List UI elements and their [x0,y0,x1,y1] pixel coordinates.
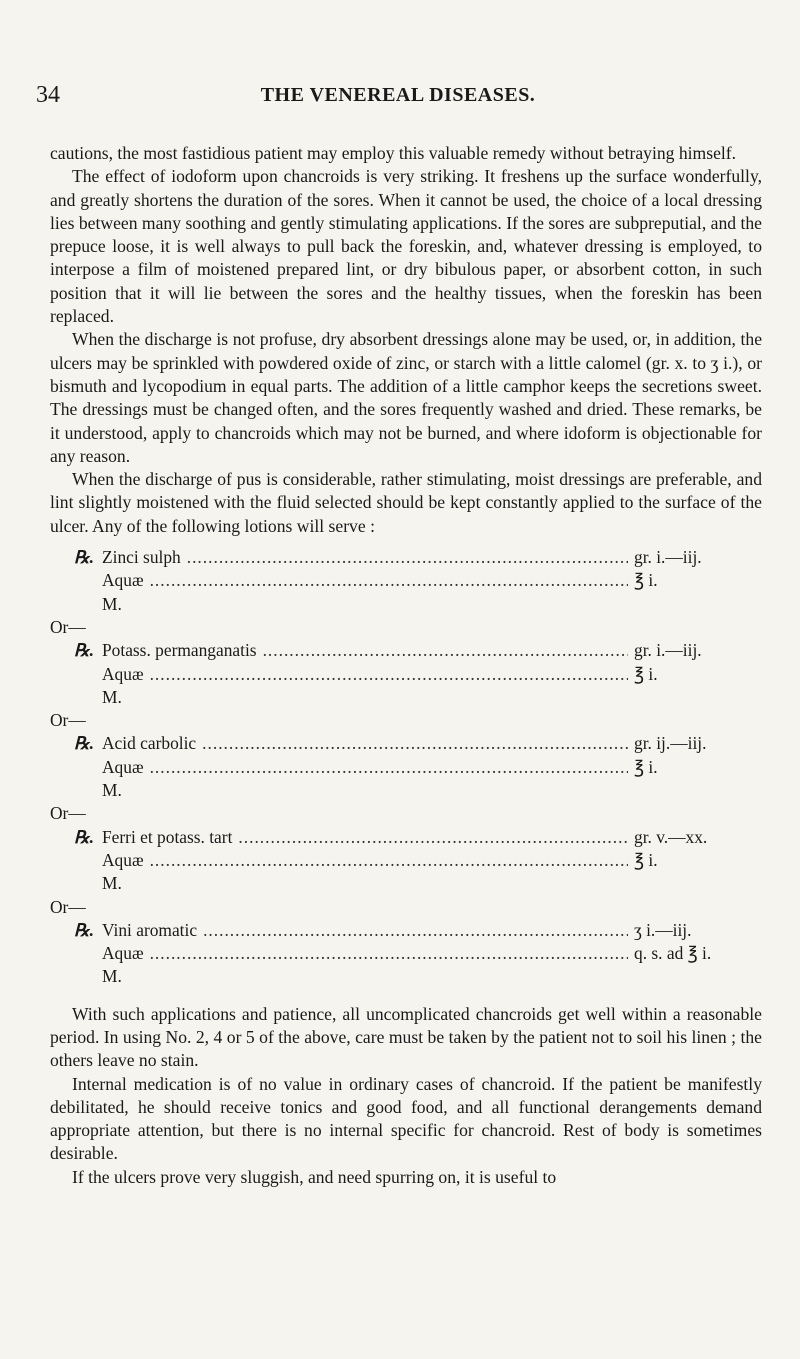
or-separator: Or— [50,616,86,637]
or-separator: Or— [50,896,86,917]
rx-symbol: ℞. [74,547,94,568]
misce-label: M. [102,686,122,707]
vehicle-name: Aquæ [102,570,144,591]
vehicle-name: Aquæ [102,663,144,684]
vehicle-dose: ℥ i. [634,663,658,684]
page-header [36,82,760,112]
leader-dots [238,826,628,849]
page-number: 34 [36,82,60,108]
paragraph: With such applications and patience, all uncomplicated chancroids get well within a reasonable period. In using No. 2, 4 or 5 of the above, care must be taken by the patient not to soil his linen ; the others leave no stain. [50,1003,762,1071]
vehicle-name: Aquæ [102,756,144,777]
prescription-vehicle-line [50,569,762,592]
drug-name: Vini aromatic [102,919,198,940]
rx-symbol: ℞. [74,826,94,847]
prescription-drug-line [50,546,762,569]
drug-dose: gr. ij.—iij. [634,733,707,754]
running-head: THE VENEREAL DISEASES. [260,84,536,106]
leader-dots [202,732,628,755]
top-paragraphs [50,142,762,538]
leader-dots [187,546,628,569]
prescription-list [50,546,762,989]
vehicle-dose: ℥ i. [634,849,658,870]
misce-label: M. [102,593,122,614]
body-text [50,142,762,1189]
drug-name: Zinci sulph [102,547,181,568]
misce-label: M. [102,873,122,894]
drug-dose: gr. i.—iij. [634,547,702,568]
leader-dots [150,849,628,872]
rx-symbol: ℞. [74,919,94,940]
or-separator: Or— [50,803,86,824]
drug-name: Acid carbolic [102,733,197,754]
paragraph: If the ulcers prove very sluggish, and need spurring on, it is useful to [72,1166,557,1187]
prescription-drug-line [50,732,762,755]
prescription-drug-line [50,919,762,942]
prescription-vehicle-line [50,942,762,965]
paragraph: The effect of iodoform upon chancroids is very striking. It freshens up the surface wonderfully, and greatly shortens the duration of the sores. When it cannot be used, the choice of a local dressing lies between many soothing and gently stimulating applications. If the sores are subpreputial, and the prepuce loose, it is well always to pull back the foreskin, and, whatever dressing is employed, to interpose a film of moistened prepared lint, or dry bibulous paper, or absorbent cotton, in such position that it will lie between the sores and the healthy tissues, when the foreskin has been replaced. [50,166,762,327]
leader-dots [263,639,628,662]
misce-label: M. [102,966,122,987]
vehicle-dose: ℥ i. [634,756,658,777]
prescription-vehicle-line [50,849,762,872]
paragraph: When the discharge is not profuse, dry absorbent dressings alone may be used, or, in addition, the ulcers may be sprinkled with powdered oxide of zinc, or starch with a little calomel (gr. x. to ʒ i.), or bismuth and lycopodium in equal parts. The addition of a little camphor keeps the secretions sweet. The dressings must be changed often, and the sores frequently washed and dried. These remarks, be it understood, apply to chancroids which may not be burned, and where idoform is objectionable for any reason. [50,329,762,466]
rx-symbol: ℞. [74,733,94,754]
paragraph: When the discharge of pus is considerable, rather stimulating, moist dressings are preferable, and lint slightly moistened with the fluid selected should be kept constantly applied to the surface of the ulcer. Any of the following lotions will serve : [50,469,762,536]
leader-dots [150,756,628,779]
drug-dose: gr. i.—iij. [634,640,702,661]
drug-dose: ʒ i.—iij. [634,919,692,940]
drug-dose: gr. v.—xx. [634,826,708,847]
leader-dots [150,569,628,592]
paragraph: Internal medication is of no value in ordinary cases of chancroid. If the patient be manifestly debilitated, he should receive tonics and good food, and all functional derangements demand appropriate attention, but there is no internal specific for chancroid. Rest of body is sometimes desirable. [50,1073,762,1164]
prescription-vehicle-line [50,663,762,686]
vehicle-dose: ℥ i. [634,570,658,591]
prescription-drug-line [50,826,762,849]
vehicle-name: Aquæ [102,849,144,870]
bottom-paragraphs [50,1003,762,1189]
leader-dots [150,663,628,686]
leader-dots [203,919,628,942]
prescription-drug-line [50,639,762,662]
paragraph: cautions, the most fastidious patient may employ this valuable remedy without betraying himself. [50,143,737,163]
drug-name: Ferri et potass. tart [102,826,233,847]
leader-dots [150,942,628,965]
vehicle-name: Aquæ [102,943,144,964]
or-separator: Or— [50,710,86,731]
prescription-vehicle-line [50,756,762,779]
rx-symbol: ℞. [74,640,94,661]
vehicle-dose: q. s. ad ℥ i. [634,943,712,964]
misce-label: M. [102,780,122,801]
drug-name: Potass. permanganatis [102,640,257,661]
